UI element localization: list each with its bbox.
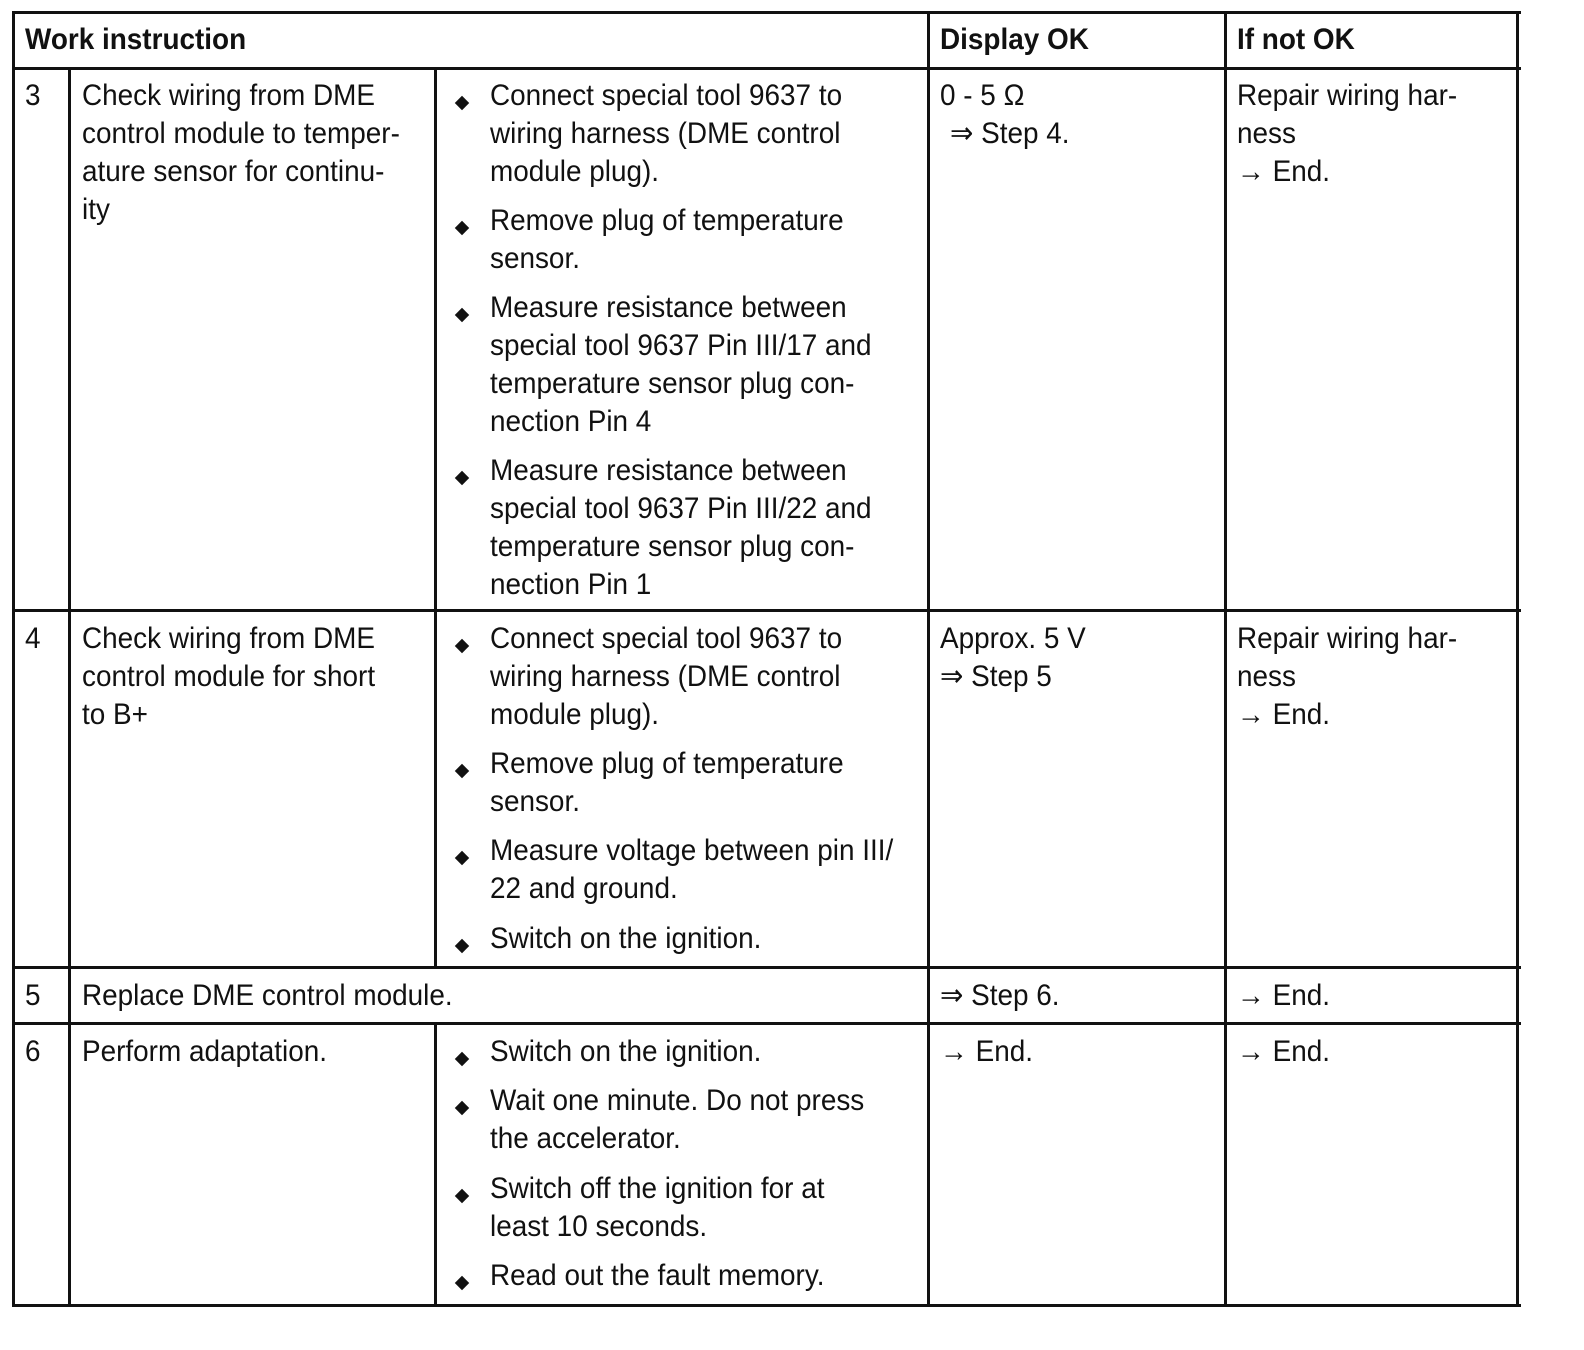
table-border-bottom [12, 1304, 1521, 1307]
bullet-diamond-icon [455, 764, 469, 778]
row4-display-ok-value: Approx. 5 V [940, 622, 1086, 655]
row4-if-not-ok-line2: ness [1237, 660, 1296, 693]
step-number: 5 [25, 979, 41, 1012]
header-divider [12, 67, 1521, 70]
row-divider-5-6 [12, 1022, 1521, 1025]
table-border-right [1516, 11, 1519, 1307]
display-ok-column-divider [927, 11, 930, 1307]
bullet-diamond-icon [455, 1052, 469, 1066]
description-column-divider-row6 [434, 1022, 437, 1307]
bullet-diamond-icon [455, 639, 469, 653]
bullet-diamond-icon [455, 1189, 469, 1203]
row6-description: Perform adaptation. [82, 1035, 328, 1068]
row3-if-not-ok-line2: ness [1237, 117, 1296, 150]
step-number: 3 [25, 79, 41, 112]
work-instruction-table: Work instruction Display OK If not OK 3 Check wiring from DME control module to temper- ature sensor for continu- ity Connect special tool 9637 to wiring harness (DME control module plug). Remove plug of temperature sensor. Measure resistance between special tool 9637 Pin III/17 and temperature sensor plug con- nection Pin 4 Measure resistance between special tool 9637 Pin III/22 and temperature sensor plug con- nection Pin 1 0 - 5 Ω ⇒ Step 4. Repair wiring har- ness → End. 4 Check wiring from DME control module for short to B+ Connect special tool 9637 to wiring harness (DME control module plug). Remove plug of temperature sensor. Measure voltage between pin III/ 22 and ground. Switch on the ignition. Approx. 5 V ⇒ Step 5 Repair wiring har- ness → End. 5 Replace DME control module. ⇒ Step 6. → End. 6 Perform adaptation. Switch on the ignition. Wait one minute. Do not press the accelerator. Switch off the ignition for at least 10 seconds. Read out the fault memory. → End. → End. [12, 11, 1521, 1307]
row5-display-ok: ⇒ Step 6. [940, 979, 1060, 1012]
row4-if-not-ok-line3: → End. [1237, 698, 1331, 731]
row4-display-ok-next: ⇒ Step 5 [940, 660, 1052, 693]
step-column-divider [68, 67, 71, 1307]
row3-if-not-ok-line3: → End. [1237, 155, 1331, 188]
row5-if-not-ok: → End. [1237, 979, 1331, 1012]
row-divider-3-4 [12, 609, 1521, 612]
row3-description-line4: ity [82, 193, 110, 226]
bullet-diamond-icon [455, 221, 469, 235]
row4-if-not-ok-line1: Repair wiring har- [1237, 622, 1458, 655]
step-number: 6 [25, 1035, 41, 1068]
row3-description-line3: ature sensor for continu- [82, 155, 385, 188]
if-not-ok-column-divider [1224, 11, 1227, 1307]
row3-display-ok-next: ⇒ Step 4. [950, 117, 1070, 150]
header-if-not-ok: If not OK [1237, 23, 1355, 56]
table-border-top [12, 11, 1521, 14]
row4-description-line2: control module for short [82, 660, 376, 693]
row3-display-ok-value: 0 - 5 Ω [940, 79, 1025, 112]
bullet-diamond-icon [455, 1276, 469, 1290]
row3-description-line1: Check wiring from DME [82, 79, 376, 112]
row-divider-4-5 [12, 966, 1521, 969]
description-column-divider-row3-4 [434, 67, 437, 969]
header-work-instruction: Work instruction [25, 23, 247, 56]
row4-description-line1: Check wiring from DME [82, 622, 376, 655]
bullet-diamond-icon [455, 1101, 469, 1115]
row6-display-ok: → End. [940, 1035, 1034, 1068]
bullet-diamond-icon [455, 308, 469, 322]
bullet-diamond-icon [455, 939, 469, 953]
bullet-diamond-icon [455, 851, 469, 865]
bullet-diamond-icon [455, 471, 469, 485]
header-display-ok: Display OK [940, 23, 1089, 56]
bullet-diamond-icon [455, 96, 469, 110]
row3-if-not-ok-line1: Repair wiring har- [1237, 79, 1458, 112]
row6-if-not-ok: → End. [1237, 1035, 1331, 1068]
row4-description-line3: to B+ [82, 698, 148, 731]
row3-description-line2: control module to temper- [82, 117, 400, 150]
step-number: 4 [25, 622, 41, 655]
table-border-left [12, 11, 15, 1307]
row5-description: Replace DME control module. [82, 979, 453, 1012]
